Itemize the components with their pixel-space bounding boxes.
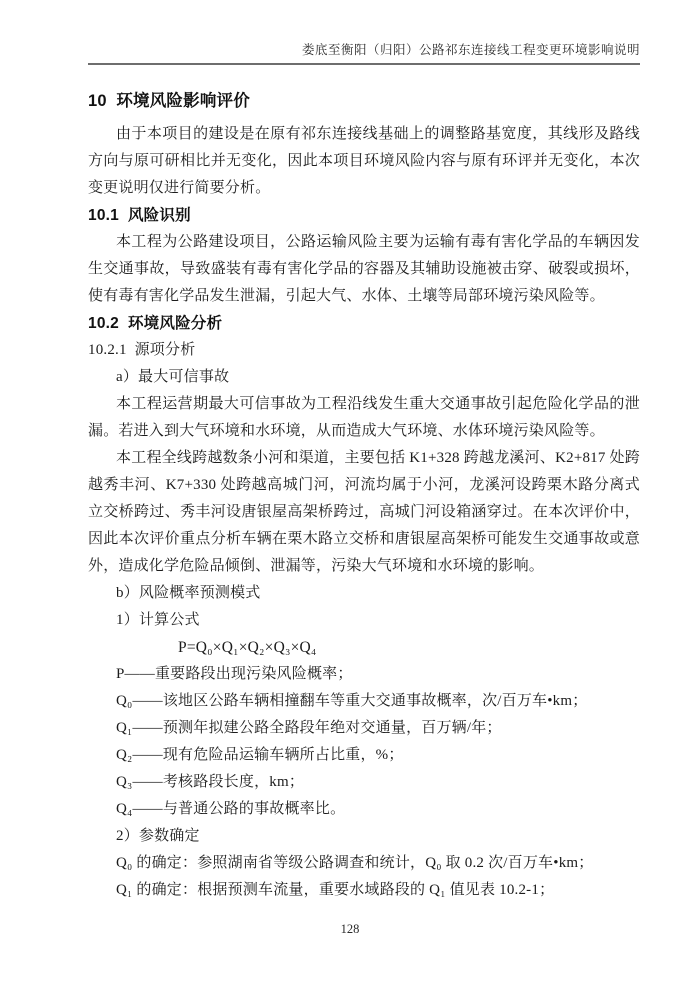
section-heading-10: 10 环境风险影响评价 [88, 92, 250, 110]
definition-q4: Q₄——与普通公路的事故概率比。 [116, 801, 346, 817]
header-rule [88, 63, 640, 65]
parameter-q0-determination: Q₀ 的确定：参照湖南省等级公路调查和统计，Q₀ 取 0.2 次/百万车•km； [116, 855, 594, 871]
section-heading-10-2: 10.2 环境风险分析 [88, 315, 223, 332]
list-item-1-calculation-formula: 1）计算公式 [116, 612, 200, 628]
paragraph-risk-identification: 本工程为公路建设项目，公路运输风险主要为运输有毒有害化学品的车辆因发生交通事故，导致盛装有毒有害化学品的容器及其辅助设施被击穿、破裂或损坏，使有毒有害化学品发生泄漏，引起大气、水体、土壤等局部环境污染风险等。 [88, 234, 640, 304]
document-content [88, 88, 640, 904]
paragraph-intro: 由于本项目的建设是在原有祁东连接线基础上的调整路基宽度，其线形及路线方向与原可研相比并无变化，因此本项目环境风险内容与原有环评并无变化，本次变更说明仅进行简要分析。 [88, 126, 640, 196]
parameter-q1-determination: Q₁ 的确定：根据预测车流量，重要水域路段的 Q₁ 值见表 10.2-1； [116, 882, 555, 898]
page-header [88, 42, 640, 65]
section-heading-10-1: 10.1 风险识别 [88, 207, 191, 224]
page-footer [0, 922, 700, 937]
list-item-b-risk-probability-model: b）风险概率预测模式 [116, 585, 261, 601]
definition-q0: Q₀——该地区公路车辆相撞翻车等重大交通事故概率，次/百万车•km； [116, 693, 588, 709]
header-title: 娄底至衡阳（归阳）公路祁东连接线工程变更环境影响说明 [301, 43, 640, 57]
list-item-2-parameter-determination: 2）参数确定 [116, 828, 200, 844]
definition-q2: Q₂——现有危险品运输车辆所占比重，%； [116, 747, 404, 763]
paragraph-max-accident: 本工程运营期最大可信事故为工程沿线发生重大交通事故引起危险化学品的泄漏。若进入到大气环境和水环境，从而造成大气环境、水体环境污染风险等。 [88, 396, 640, 439]
list-item-a-max-credible-accident: a）最大可信事故 [116, 369, 230, 385]
definition-q1: Q₁——预测年拟建公路全路段年绝对交通量，百万辆/年； [116, 720, 502, 736]
definition-p: P——重要路段出现污染风险概率； [116, 666, 353, 682]
section-heading-10-2-1: 10.2.1 源项分析 [88, 342, 196, 358]
formula-risk-probability: P=Q₀×Q₁×Q₂×Q₃×Q₄ [178, 639, 317, 656]
paragraph-river-crossings: 本工程全线跨越数条小河和渠道，主要包括 K1+328 跨越龙溪河、K2+817 处跨越秀丰河、K7+330 处跨越高城门河，河流均属于小河，龙溪河设跨栗木路分离式立交桥跨过、秀丰河设唐银屋高架桥跨过，高城门河设箱涵穿过。在本次评价中，因此本次评价重点分析车辆在栗木路立交桥和唐银屋高架桥可能发生交通事故或意外，造成化学危险品倾倒、泄漏等，污染大气环境和水环境的影响。 [88, 450, 640, 574]
definition-q3: Q₃——考核路段长度，km； [116, 774, 305, 790]
page-number: 128 [340, 922, 360, 936]
